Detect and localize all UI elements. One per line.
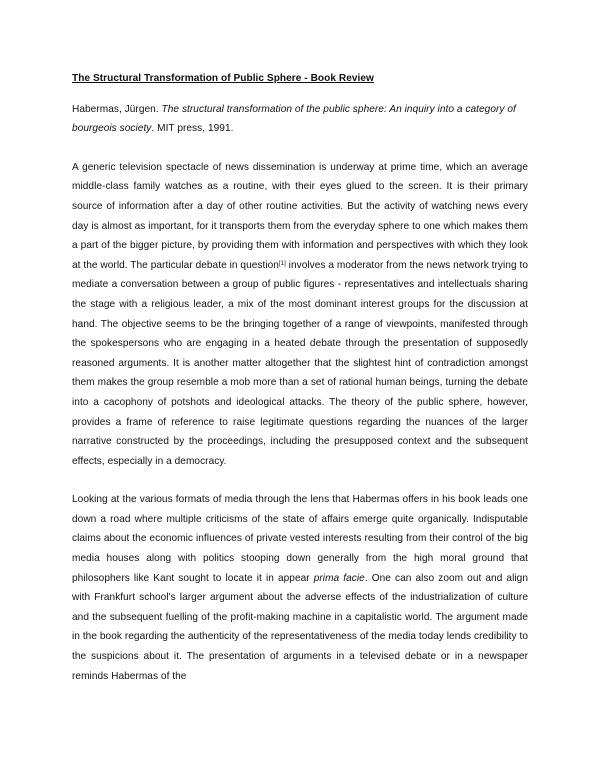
citation-book-title: The structural transformation of the public sphere: An inquiry into a category of bourgeois society: [72, 103, 516, 135]
book-citation: [72, 100, 528, 139]
paragraph-1: [72, 158, 528, 472]
paragraph-1-text-b: involves a moderator from the news network trying to mediate a conversation between a group of public figures - representatives and intellectuals sharing the stage with a religious leader, a mix of the most dominant interest groups for the discussion at hand. The objective seems to be the bringing together of a range of viewpoints, manifested through the spokespersons who are engaging in a heated debate through the presentation of supposedly reasoned arguments. It is another matter altogether that the slightest hint of contradiction amongst them makes the group resemble a mob more than a set of rational human beings, turning the debate into a cacophony of potshots and ideological attacks. The theory of the public sphere, however, provides a frame of reference to raise legitimate questions regarding the nuances of the larger narrative constructed by the proceedings, including the presupposed context and the subsequent effects, especially in a democracy.: [72, 259, 529, 467]
paragraph-2-text-a: Looking at the various formats of media through the lens that Habermas offers in his book leads one down a road where multiple criticisms of the state of affairs emerge quite organically. Indisputable claims about the economic influences of private vested interests resulting from their control of the big media houses along with politics stooping down generally from the high moral ground that philosophers like Kant sought to locate it in appear: [72, 494, 528, 584]
paragraph-2-italic-phrase: prima facie: [313, 572, 365, 584]
document-body: [72, 69, 528, 705]
document-title: The Structural Transformation of Public Sphere - Book Review: [72, 73, 374, 84]
citation-author: Habermas, Jürgen.: [72, 103, 162, 115]
paragraph-1-text-a: A generic television spectacle of news dissemination is underway at prime time, which an average middle-class family watches as a routine, with their eyes glued to the screen. It is their primary source of information after a day of other routine activities. But the activity of watching news every day is almost as important, for it transports them from the everyday sphere to one which makes them a part of the bigger picture, by providing them with information and perspectives with which they look at the world. The particular debate in question: [72, 161, 528, 271]
paragraph-2-text-b: . One can also zoom out and align with Frankfurt school's larger argument about the adverse effects of the industrialization of culture and the subsequent fuelling of the profit-making machine in a capitalistic world. The argument made in the book regarding the authenticity of the representativeness of the media today lends credibility to the suspicions about it. The presentation of arguments in a televised debate or in a newspaper reminds Habermas of the: [72, 572, 528, 682]
footnote-ref-1[interactable]: [1]: [278, 260, 286, 267]
paragraph-2: [72, 490, 528, 686]
citation-publisher: . MIT press, 1991.: [151, 123, 234, 135]
